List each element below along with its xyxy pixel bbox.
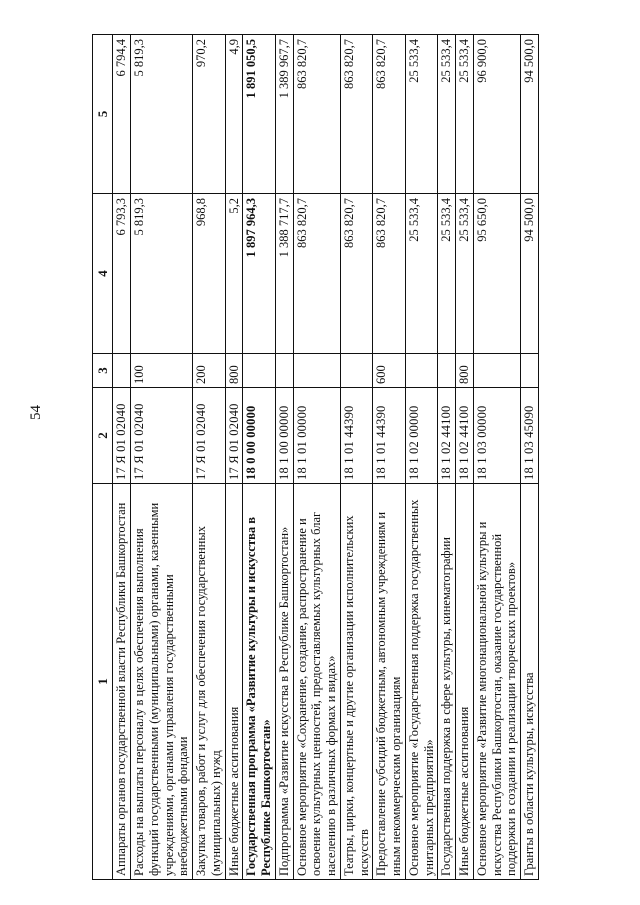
row-name: Театры, цирки, концертные и другие организации исполнительских искусств <box>340 484 373 880</box>
row-value-col5: 25 533,4 <box>438 35 456 194</box>
row-code: 18 1 03 00000 <box>473 388 520 484</box>
budget-table <box>92 34 539 880</box>
row-code: 17 Я 01 02040 <box>113 388 131 484</box>
row-value-col4: 968,8 <box>193 194 226 354</box>
table-row <box>521 35 539 880</box>
row-name: Государственная поддержка в сфере культуры, кинематографии <box>438 484 456 880</box>
table-row <box>243 35 276 880</box>
row-code: 18 1 00 00000 <box>275 388 293 484</box>
table-row <box>340 35 373 880</box>
row-value-col4: 6 793,3 <box>113 194 131 354</box>
row-value-col4: 25 533,4 <box>456 194 474 354</box>
row-expense-type <box>521 354 539 388</box>
table-row <box>131 35 193 880</box>
row-expense-type <box>293 354 340 388</box>
row-code: 18 1 02 00000 <box>405 388 438 484</box>
row-value-col5: 970,2 <box>193 35 226 194</box>
row-value-col5: 863 820,7 <box>293 35 340 194</box>
row-code: 18 1 02 44100 <box>456 388 474 484</box>
row-value-col5: 5 819,3 <box>131 35 193 194</box>
row-name: Закупка товаров, работ и услуг для обеспечения государственных (муниципальных) нужд <box>193 484 226 880</box>
row-expense-type <box>340 354 373 388</box>
row-expense-type: 800 <box>225 354 243 388</box>
row-value-col4: 863 820,7 <box>340 194 373 354</box>
row-value-col4: 5 819,3 <box>131 194 193 354</box>
budget-table-sheet <box>92 35 570 880</box>
table-header-row <box>93 35 113 880</box>
row-expense-type <box>438 354 456 388</box>
table-row <box>405 35 438 880</box>
page-number: 54 <box>28 405 44 420</box>
row-value-col4: 863 820,7 <box>373 194 406 354</box>
table-row <box>438 35 456 880</box>
table-body <box>113 35 539 880</box>
table-row <box>275 35 293 880</box>
row-code: 17 Я 01 02040 <box>131 388 193 484</box>
header-col-3: 3 <box>93 354 113 388</box>
table-row <box>373 35 406 880</box>
row-expense-type <box>473 354 520 388</box>
row-value-col5: 6 794,4 <box>113 35 131 194</box>
row-name: Расходы на выплаты персоналу в целях обеспечения выполнения функций государственными (муниципальными) органами, казенными учреждениями, органами управления государственными внебюджетными фондами <box>131 484 193 880</box>
table-row <box>193 35 226 880</box>
row-expense-type <box>405 354 438 388</box>
row-name: Основное мероприятие «Развитие многонациональной культуры и искусства Республики Башкортостан, оказание государственной поддержки в создании и реализации творческих проектов» <box>473 484 520 880</box>
row-expense-type <box>113 354 131 388</box>
row-expense-type <box>243 354 276 388</box>
row-expense-type <box>275 354 293 388</box>
row-value-col5: 94 500,0 <box>521 35 539 194</box>
row-value-col5: 25 533,4 <box>456 35 474 194</box>
table-row <box>293 35 340 880</box>
row-code: 18 1 02 44100 <box>438 388 456 484</box>
row-name: Предоставление субсидий бюджетным, автономным учреждениям и иным некоммерческим организациям <box>373 484 406 880</box>
row-code: 17 Я 01 02040 <box>193 388 226 484</box>
table-row <box>456 35 474 880</box>
row-value-col5: 863 820,7 <box>373 35 406 194</box>
row-value-col5: 25 533,4 <box>405 35 438 194</box>
table-row <box>473 35 520 880</box>
row-code: 18 1 01 44390 <box>340 388 373 484</box>
row-value-col4: 25 533,4 <box>405 194 438 354</box>
row-value-col4: 25 533,4 <box>438 194 456 354</box>
table-row <box>113 35 131 880</box>
row-name: Гранты в области культуры, искусства <box>521 484 539 880</box>
row-expense-type: 600 <box>373 354 406 388</box>
row-name: Государственная программа «Развитие культуры и искусства в Республике Башкортостан» <box>243 484 276 880</box>
row-name: Иные бюджетные ассигнования <box>456 484 474 880</box>
row-value-col4: 1 388 717,7 <box>275 194 293 354</box>
row-value-col5: 863 820,7 <box>340 35 373 194</box>
header-col-1: 1 <box>93 484 113 880</box>
row-code: 18 1 01 44390 <box>373 388 406 484</box>
row-value-col4: 95 650,0 <box>473 194 520 354</box>
row-value-col5: 1 389 967,7 <box>275 35 293 194</box>
row-code: 18 1 03 45090 <box>521 388 539 484</box>
row-code: 18 0 00 00000 <box>243 388 276 484</box>
row-value-col5: 96 900,0 <box>473 35 520 194</box>
header-col-5: 5 <box>93 35 113 194</box>
row-name: Иные бюджетные ассигнования <box>225 484 243 880</box>
header-col-2: 2 <box>93 388 113 484</box>
row-code: 18 1 01 00000 <box>293 388 340 484</box>
row-expense-type: 800 <box>456 354 474 388</box>
row-expense-type: 100 <box>131 354 193 388</box>
row-code: 17 Я 01 02040 <box>225 388 243 484</box>
row-value-col4: 863 820,7 <box>293 194 340 354</box>
row-name: Аппараты органов государственной власти Республики Башкортостан <box>113 484 131 880</box>
row-name: Основное мероприятие «Сохранение, создание, распространение и освоение культурных ценностей, предоставляемых культурных благ населению в различных формах и видах» <box>293 484 340 880</box>
row-name: Подпрограмма «Развитие искусства в Республике Башкортостан» <box>275 484 293 880</box>
row-value-col4: 1 897 964,3 <box>243 194 276 354</box>
row-value-col5: 4,9 <box>225 35 243 194</box>
row-name: Основное мероприятие «Государственная поддержка государственных унитарных предприятий» <box>405 484 438 880</box>
row-value-col5: 1 891 050,5 <box>243 35 276 194</box>
row-value-col4: 94 500,0 <box>521 194 539 354</box>
row-expense-type: 200 <box>193 354 226 388</box>
header-col-4: 4 <box>93 194 113 354</box>
table-row <box>225 35 243 880</box>
row-value-col4: 5,2 <box>225 194 243 354</box>
